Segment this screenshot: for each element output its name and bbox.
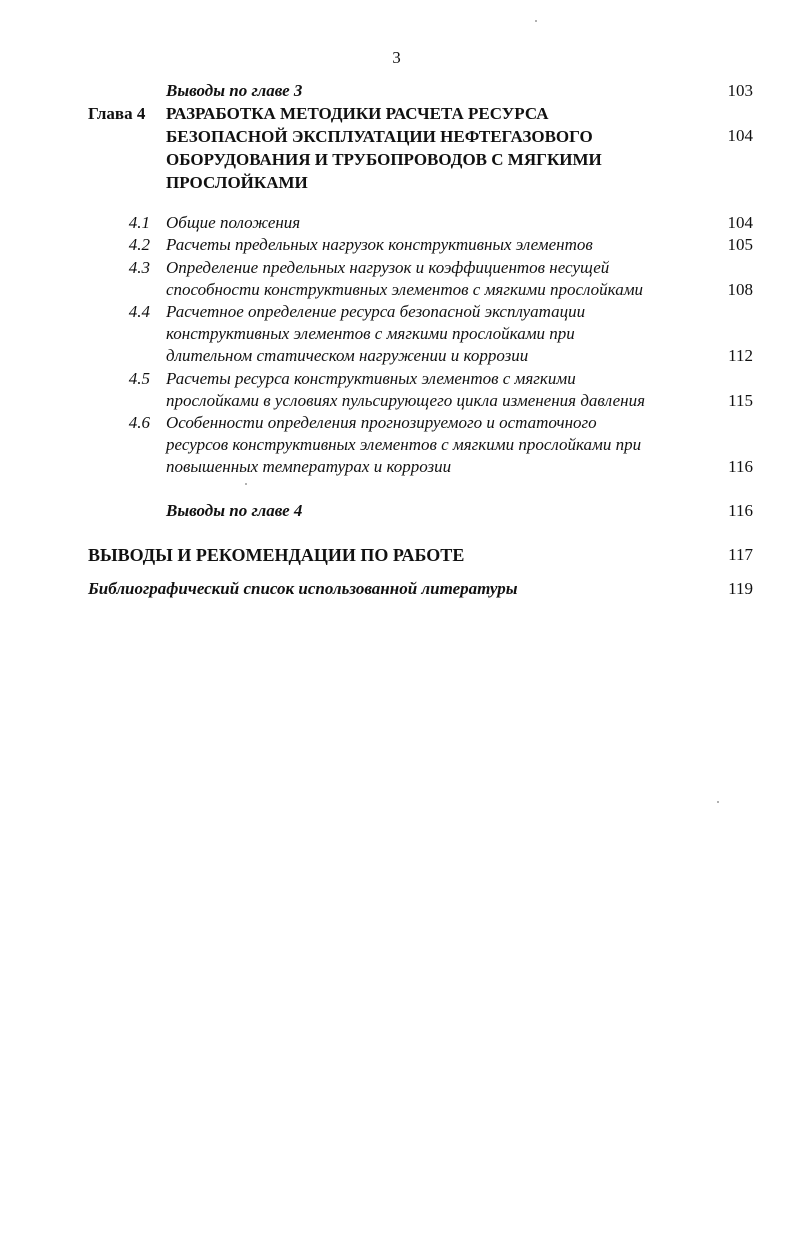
section-title-line: Расчетное определение ресурса безопасной эксплуатации <box>166 302 586 321</box>
page-number: 3 <box>392 48 401 67</box>
section-title-line: прослойками в условиях пульсирующего цикла изменения давления <box>166 391 646 410</box>
section-title-line: длительном статическом нагружении и коррозии <box>166 346 529 365</box>
section-title-line: Расчеты предельных нагрузок конструктивных элементов <box>166 235 593 254</box>
toc-label: Библиографический список использованной литературы <box>88 579 518 598</box>
scan-speck <box>535 20 537 22</box>
toc-label: Выводы по главе 3 <box>166 81 303 100</box>
toc-page: 103 <box>727 81 753 100</box>
section-number: 4.6 <box>128 413 150 432</box>
section-title-line: Определение предельных нагрузок и коэффициентов несущей <box>166 258 610 277</box>
section-title-line: Общие положения <box>166 213 301 232</box>
section-title-line: Особенности определения прогнозируемого и остаточного <box>166 413 597 432</box>
section-title-line: повышенных температурах и коррозии <box>166 457 452 476</box>
chapter-title-line: ПРОСЛОЙКАМИ <box>166 173 308 192</box>
toc-page: 108 <box>727 280 753 299</box>
toc-page: 119 <box>728 579 753 598</box>
scan-speck <box>717 801 719 803</box>
toc-page: 116 <box>728 501 753 520</box>
toc-page: 117 <box>728 545 753 564</box>
section-title-line: ресурсов конструктивных элементов с мягкими прослойками при <box>166 435 642 454</box>
section-number: 4.2 <box>128 235 150 254</box>
chapter-title-line: РАЗРАБОТКА МЕТОДИКИ РАСЧЕТА РЕСУРСА <box>166 104 549 123</box>
chapter-title-line: БЕЗОПАСНОЙ ЭКСПЛУАТАЦИИ НЕФТЕГАЗОВОГО <box>166 127 593 146</box>
section-number: 4.1 <box>128 213 150 232</box>
section-title-line: конструктивных элементов с мягкими прослойками при <box>166 324 575 343</box>
toc-page: 104 <box>727 126 753 145</box>
section-number: 4.3 <box>128 258 150 277</box>
section-number: 4.5 <box>128 369 150 388</box>
toc-page: 116 <box>728 457 753 476</box>
toc-heading: ВЫВОДЫ И РЕКОМЕНДАЦИИ ПО РАБОТЕ <box>88 545 465 565</box>
section-number: 4.4 <box>128 302 150 321</box>
section-title-line: способности конструктивных элементов с мягкими прослойками <box>166 280 644 299</box>
chapter-title <box>166 102 666 194</box>
toc-page: 105 <box>727 235 753 254</box>
toc-page: 112 <box>728 346 753 365</box>
chapter-label: Глава 4 <box>88 104 146 123</box>
chapter-title-line: ОБОРУДОВАНИЯ И ТРУБОПРОВОДОВ С МЯГКИМИ <box>166 150 602 169</box>
toc-page: 104 <box>727 213 753 232</box>
toc-label: Выводы по главе 4 <box>166 501 303 520</box>
toc-page: 115 <box>728 391 753 410</box>
section-title-line: Расчеты ресурса конструктивных элементов с мягкими <box>166 369 576 388</box>
scan-speck <box>245 483 247 485</box>
